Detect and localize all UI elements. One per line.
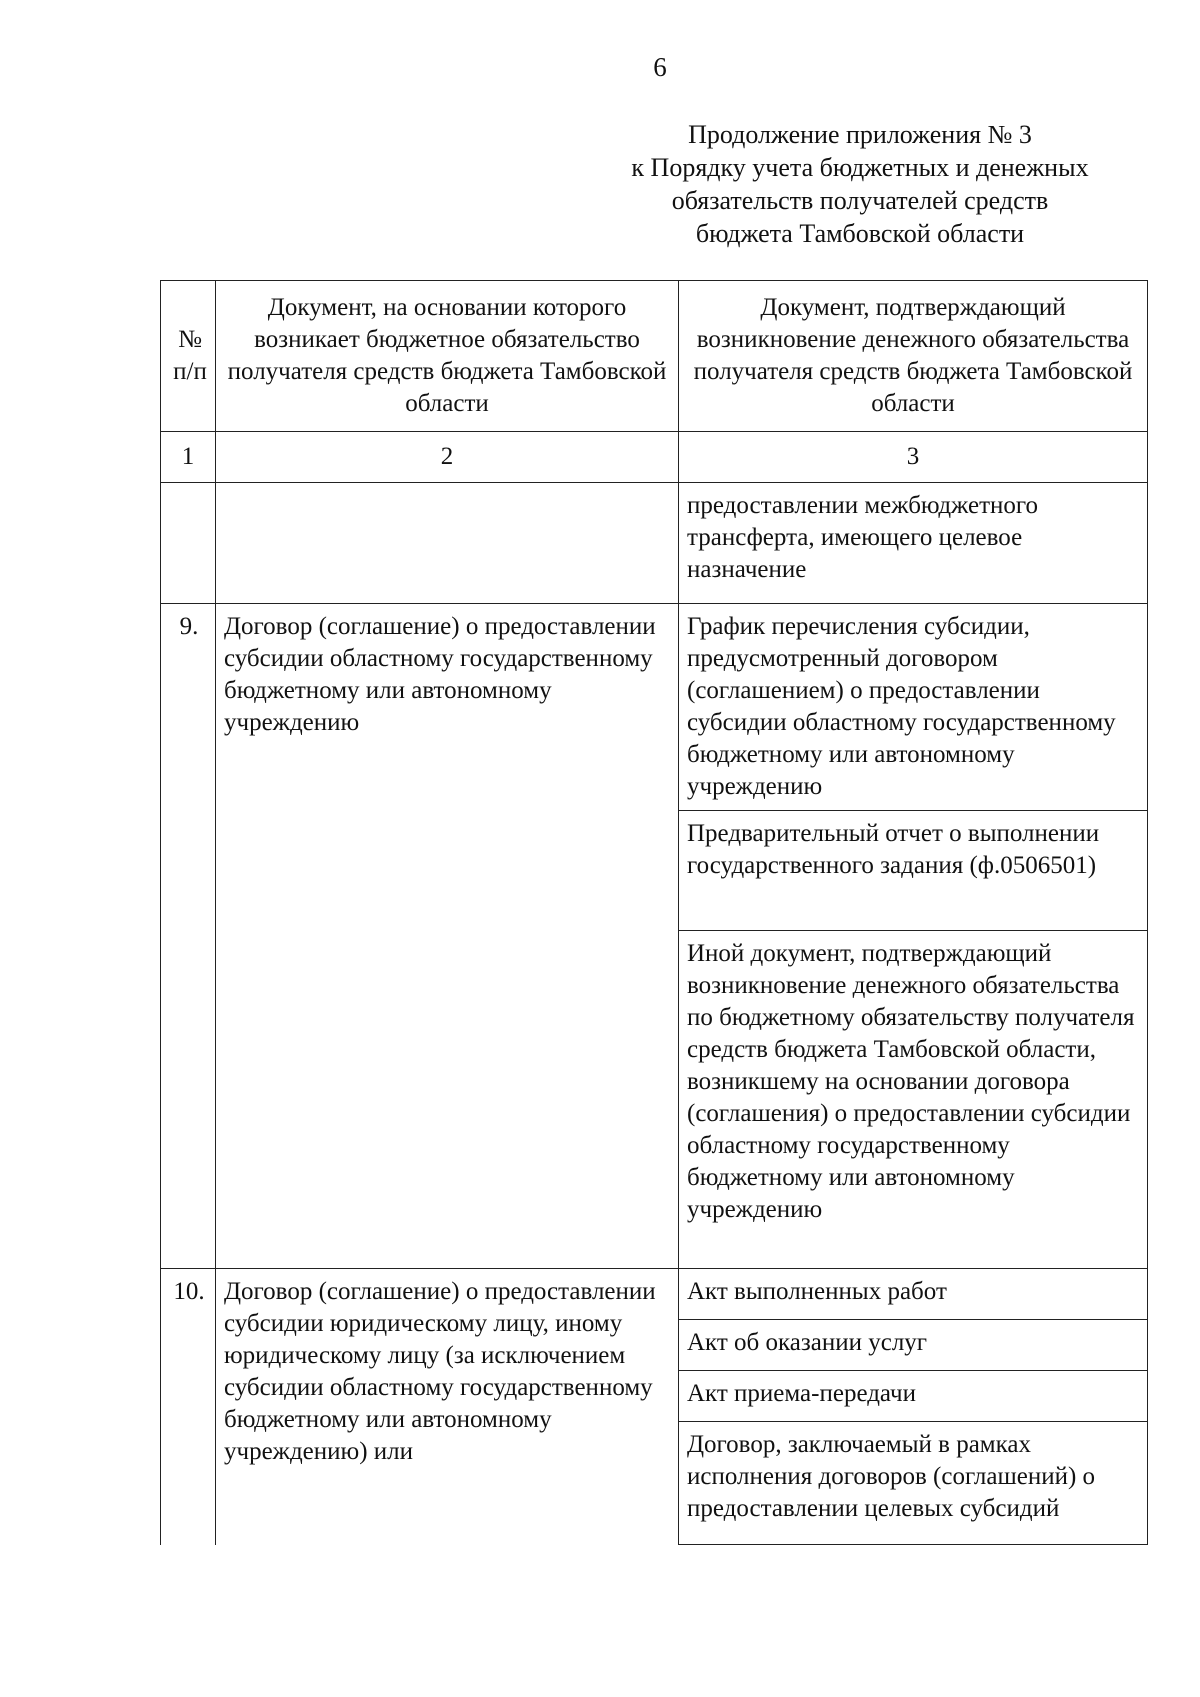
- continuation-cell: [679, 483, 1148, 604]
- basis-document-cell: [216, 604, 679, 1269]
- appendix-note-line: обязательств получателей средств: [671, 186, 1049, 215]
- confirming-document-cell: [679, 1269, 1148, 1320]
- confirming-document-text: Акт приема-передачи: [687, 1380, 916, 1407]
- empty-cell: [216, 483, 679, 604]
- confirming-document-text: Предварительный отчет о выполнении государственного задания (ф.0506501): [687, 820, 1100, 879]
- basis-document-cell: [216, 1269, 679, 1545]
- confirming-document-cell: [679, 931, 1148, 1269]
- empty-cell: [161, 483, 216, 604]
- column-number: 3: [679, 432, 1148, 483]
- appendix-note-line: к Порядку учета бюджетных и денежных: [631, 153, 1089, 182]
- confirming-document-cell: [679, 1422, 1148, 1545]
- page-number: 6: [653, 52, 667, 82]
- header-basis-document: Документ, на основании которого возникает бюджетное обязательство получателя средств бюджета Тамбовской области: [216, 281, 679, 432]
- column-number: 1: [161, 432, 216, 483]
- confirming-document-cell: [679, 1320, 1148, 1371]
- obligations-table: [160, 280, 1148, 1545]
- confirming-document-cell: [679, 811, 1148, 931]
- appendix-note: [600, 118, 1120, 250]
- appendix-note-line: Продолжение приложения № 3: [688, 120, 1032, 149]
- confirming-document-text: Иной документ, подтверждающий возникновение денежного обязательства по бюджетному обязательству получателя средств бюджета Тамбовской области, возникшему на основании договора (соглашения) о предоставлении субсидии областному государственному бюджетному или автономному учреждению: [687, 940, 1135, 1223]
- row-number-text: 9.: [179, 613, 199, 640]
- confirming-document-cell: [679, 1371, 1148, 1422]
- column-number: 2: [216, 432, 679, 483]
- confirming-document-text: Акт выполненных работ: [687, 1278, 947, 1305]
- row-number-text: 10.: [173, 1278, 205, 1305]
- continuation-row: [161, 483, 1148, 604]
- table-header-row: [161, 281, 1148, 432]
- header-num: № п/п: [161, 281, 216, 432]
- confirming-document-text: График перечисления субсидии, предусмотренный договором (соглашением) о предоставлении субсидии областному государственному бюджетному или автономному учреждению: [687, 613, 1116, 800]
- table-row: [161, 604, 1148, 811]
- confirming-document-text: Акт об оказании услуг: [687, 1329, 928, 1356]
- appendix-note-line: бюджета Тамбовской области: [695, 219, 1025, 248]
- continuation-text: предоставлении межбюджетного трансферта, имеющего целевое назначение: [687, 492, 1039, 583]
- column-numbers-row: [161, 432, 1148, 483]
- header-confirming-document: Документ, подтверждающий возникновение денежного обязательства получателя средств бюджета Тамбовской области: [679, 281, 1148, 432]
- table-row: [161, 1269, 1148, 1320]
- row-number: [161, 1269, 216, 1545]
- confirming-document-text: Договор, заключаемый в рамках исполнения договоров (соглашений) о предоставлении целевых субсидий: [687, 1431, 1096, 1522]
- row-number: [161, 604, 216, 1269]
- confirming-document-cell: [679, 604, 1148, 811]
- basis-document-text: Договор (соглашение) о предоставлении субсидии юридическому лицу, иному юридическому лицу (за исключением субсидии областному государственному бюджетному или автономному учреждению) или: [224, 1278, 656, 1465]
- basis-document-text: Договор (соглашение) о предоставлении субсидии областному государственному бюджетному или автономному учреждению: [224, 613, 656, 736]
